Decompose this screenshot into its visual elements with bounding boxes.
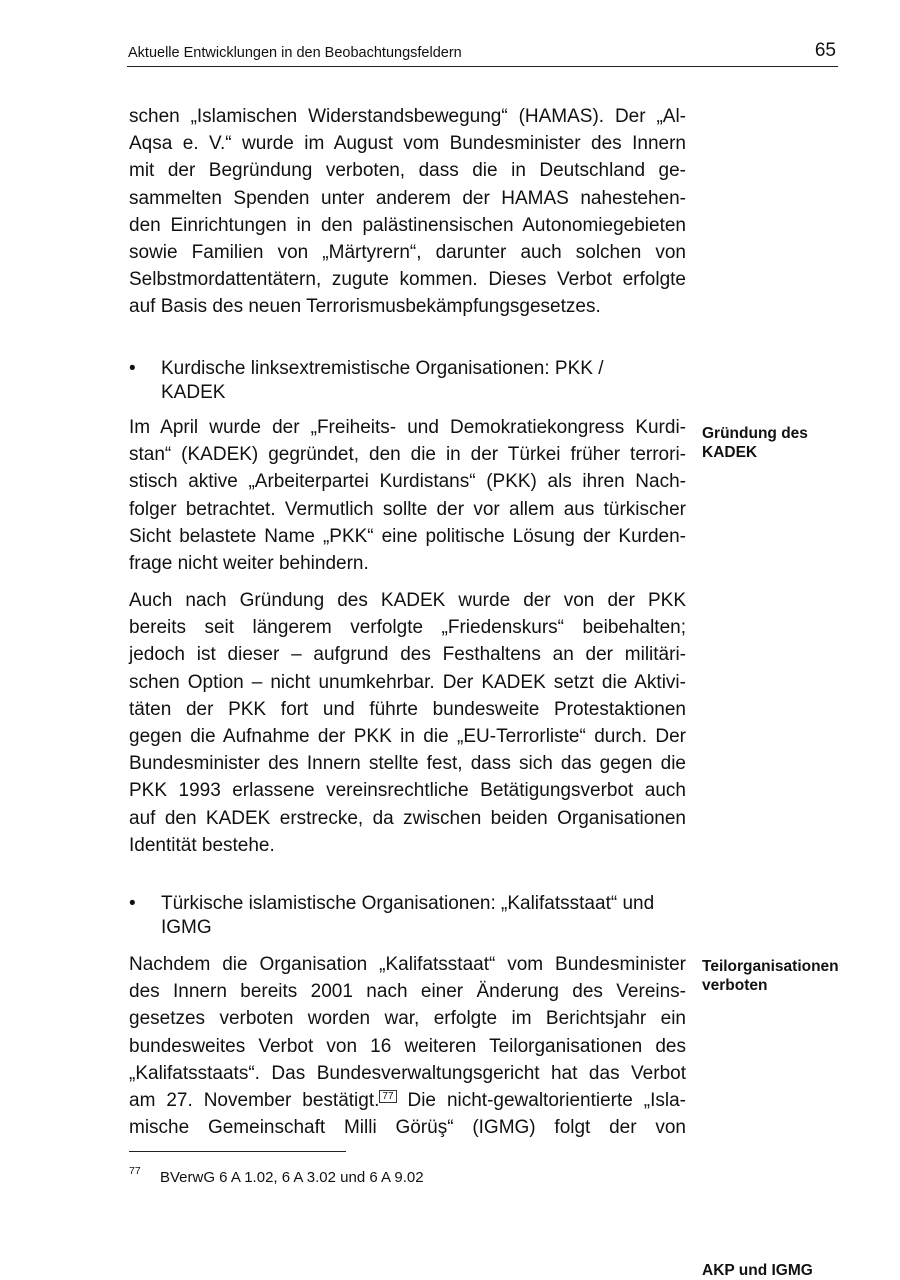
text-line: Selbstmordattentätern, zugute kommen. Dieses Verbot erfolgte [129,269,686,291]
text-line: Identität bestehe. [129,834,275,856]
text-line: Aqsa e. V.“ wurde im August vom Bundesminister des Innern [129,133,686,155]
bullet-line: KADEK [161,382,226,403]
text-line: frage nicht weiter behindern. [129,553,369,575]
text-line: mit der Begründung verboten, dass die in Deutschland ge- [129,160,686,182]
text-fragment: Die nicht-gewaltorientierte „Isla- [396,1090,686,1112]
footnote-divider [129,1151,346,1152]
bullet-line: Kurdische linksextremistische Organisationen: PKK / [161,358,604,379]
text-line: auf Basis des neuen Terrorismusbekämpfungsgesetzes. [129,296,601,318]
text-line: Im April wurde der „Freiheits- und Demokratiekongress Kurdi- [129,417,686,438]
bullet-heading [161,357,689,405]
text-line: stan“ (KADEK) gegründet, den die in der Türkei früher terrori- [129,444,686,466]
text-line: stisch aktive „Arbeiterpartei Kurdistans“ (PKK) als ihren Nach- [129,471,686,493]
bullet-line: IGMG [161,917,212,938]
text-line: mische Gemeinschaft Milli Görüş“ (IGMG) folgt der von [129,1117,686,1139]
text-line: Sicht belastete Name „PKK“ eine politische Lösung der Kurden- [129,525,686,547]
text-fragment: am 27. November bestätigt. [129,1090,380,1112]
text-line: „Kalifatsstaats“. Das Bundesverwaltungsgericht hat das Verbot [129,1062,686,1084]
text-line [129,1087,686,1114]
page-number: 65 [814,40,836,61]
margin-note-line: KADEK [702,444,758,461]
margin-note-line: Teilorganisationen [702,958,839,975]
text-line: sammelten Spenden unter anderem der HAMAS nahestehen- [129,187,686,209]
text-line: gesetzes verboten worden war, erfolgte im Berichtsjahr ein [129,1008,686,1030]
bullet-icon: • [129,358,136,379]
text-line: Nachdem die Organisation „Kalifatsstaat“ vom Bundesminister [129,954,686,975]
margin-note-line: Gründung des [702,425,808,442]
text-line: auf den KADEK erstrecke, da zwischen beiden Organisationen [129,807,686,829]
text-line: PKK 1993 erlassene vereinsrechtliche Betätigungsverbot auch [129,780,686,802]
text-line: bereits seit längerem verfolgte „Friedenskurs“ beibehalten; [129,617,686,639]
footnote-number: 77 [129,1165,141,1177]
text-line: Bundesminister des Innern stellte fest, dass sich das gegen die [129,753,686,775]
footnote-reference[interactable]: 77 [379,1090,396,1103]
text-line: jedoch ist dieser – aufgrund des Festhaltens an der militäri- [129,644,686,666]
running-header [127,38,838,67]
paragraph-hamas [129,103,686,321]
text-line: bundesweites Verbot von 16 weiteren Teilorganisationen des [129,1035,686,1057]
margin-note-kadek [702,424,872,462]
text-line: sowie Familien von „Märtyrern“, darunter auch solchen von [129,242,686,264]
text-line: folger betrachtet. Vermutlich sollte der vor allem aus türkischer [129,498,686,520]
text-line: Auch nach Gründung des KADEK wurde der von der PKK [129,590,686,611]
text-line: gegen die Aufnahme der PKK in die „EU-Terrorliste“ durch. Der [129,726,686,748]
margin-note-line: verboten [702,977,768,994]
text-line: schen „Islamischen Widerstandsbewegung“ (HAMAS). Der „Al- [129,106,686,127]
bullet-line: Türkische islamistische Organisationen: „Kalifatsstaat“ und [161,893,655,914]
text-line: täten der PKK fort und führte bundesweite Protestaktionen [129,698,686,720]
paragraph-kadek-activities [129,587,686,859]
text-line: schen Option – nicht unumkehrbar. Der KADEK setzt die Aktivi- [129,671,686,693]
paragraph-kalifatsstaat [129,951,686,1141]
margin-note-teilorganisationen [702,957,872,995]
margin-note-akp-igmg: AKP und IGMG [702,1262,813,1279]
footnote-text: BVerwG 6 A 1.02, 6 A 3.02 und 6 A 9.02 [160,1169,424,1186]
text-line: den Einrichtungen in den palästinensischen Autonomiegebieten [129,214,686,236]
text-line: des Innern bereits 2001 nach einer Änderung des Vereins- [129,981,686,1003]
bullet-heading [161,892,689,940]
paragraph-kadek-founding [129,414,686,577]
bullet-icon: • [129,893,136,914]
header-title: Aktuelle Entwicklungen in den Beobachtungsfeldern [128,45,462,61]
